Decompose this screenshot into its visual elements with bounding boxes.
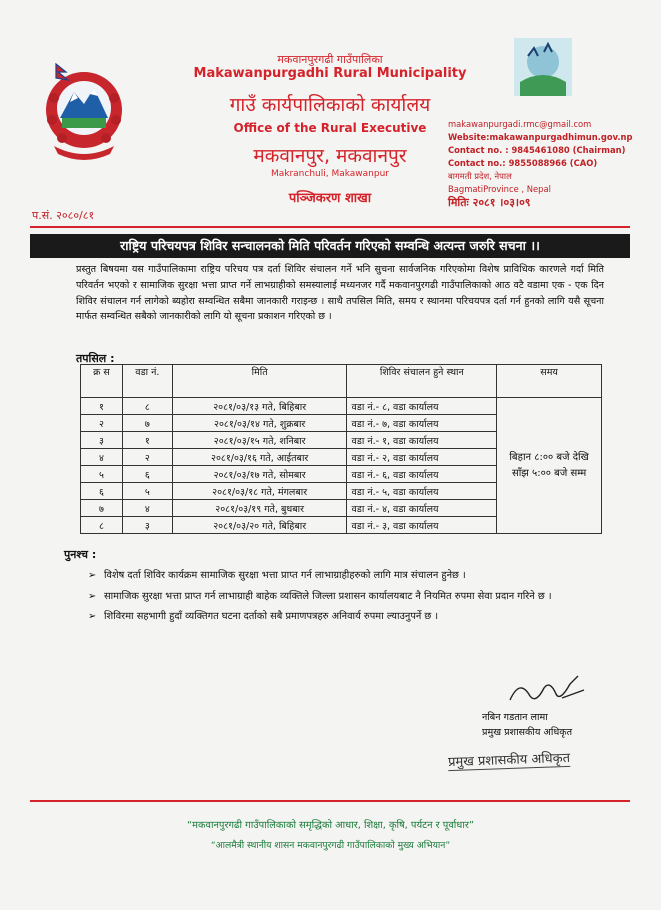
- postscript-notes: [88, 568, 598, 630]
- note-text: विशेष दर्ता शिविर कार्यक्रम सामाजिक सुरक्षा भत्ता प्राप्त गर्न लाभाग्राहीहरुको लागि मात्र संचालन हुनेछ ।: [104, 570, 466, 581]
- footer-slogan: “मकवानपुरगढी गाउँपालिकाको समृद्धिको आधार, शिक्षा, कृषि, पर्यटन र पूर्वाधार”: [187, 820, 474, 831]
- table-row: [81, 398, 602, 415]
- cell-location: वडा नं.- ३, वडा कार्यालय: [347, 517, 497, 534]
- signer-block: [482, 710, 572, 740]
- cell-date: २०८१/०३/१५ गते, शनिबार: [172, 432, 347, 449]
- arrow-bullet-icon: ➢: [88, 611, 97, 622]
- cell-ward: ८: [122, 398, 172, 415]
- note-text: सामाजिक सुरक्षा भत्ता प्राप्त गर्न लाभाग्राही बाहेक व्यक्तिले जिल्ला प्रशासन कार्यालयबाट नै नियमित रुपमा सेवा प्रदान गरिने छ ।: [104, 590, 552, 602]
- contact-chairman: Contact no. : 9845461080 (Chairman): [448, 145, 626, 155]
- signature-icon: [500, 670, 590, 710]
- contact-email: makawanpurgadi.rmc@gmail.com: [448, 119, 592, 129]
- cell-location: वडा नं.- ८, वडा कार्यालय: [347, 398, 497, 415]
- cell-date: २०८१/०३/१७ गते, सोमबार: [172, 466, 347, 483]
- header-divider: [30, 226, 630, 228]
- footer-campaign: “आलमैत्री स्थानीय शासन मकवानपुरगढी गाउँपालिकाको मुख्य अभियान”: [210, 840, 451, 851]
- schedule-label: तपसिल :: [76, 352, 115, 365]
- cell-date: २०८१/०३/१८ गते, मंगलबार: [172, 483, 347, 500]
- notice-title-banner: राष्ट्रिय परिचयपत्र शिविर सन्चालनको मिति परिवर्तन गरिएको सम्वन्धि अत्यन्त जरुरि सचना ।।: [30, 234, 630, 258]
- cell-date: २०८१/०३/१६ गते, आईतबार: [172, 449, 347, 466]
- cell-serial: २: [81, 415, 123, 432]
- contact-website: Website:makawanpurgadhimun.gov.np: [448, 132, 633, 142]
- arrow-bullet-icon: ➢: [88, 570, 97, 581]
- letter-date: मितिः २०८१ ।०३।०९: [448, 196, 531, 209]
- cell-location: वडा नं.- ७, वडा कार्यालय: [347, 415, 497, 432]
- cell-ward: ३: [122, 517, 172, 534]
- header-location: शिविर संचालन हुने स्थान: [347, 365, 497, 398]
- cell-serial: ४: [81, 449, 123, 466]
- municipality-logo: [514, 38, 572, 96]
- section-name: पञ्जिकरण शाखा: [288, 191, 372, 206]
- cell-date: २०८१/०३/१९ गते, बुधबार: [172, 500, 347, 517]
- cell-location: वडा नं.- ६, वडा कार्यालय: [347, 466, 497, 483]
- signer-name: नबिन गडतान लामा: [482, 712, 548, 723]
- nepal-emblem-logo: [40, 58, 128, 166]
- cell-ward: ७: [122, 415, 172, 432]
- list-item: [88, 589, 598, 605]
- notice-paragraph: प्रस्तुत बिषयमा यस गाउँपालिकामा राष्ट्रिय परिचय पत्र दर्ता शिविर संचालन गर्ने भनि सुचना सार्वजनिक गरिएकोमा विशेष प्राविधिक कारणले गर्दा मिति परिवर्तन भएको र सामाजिक सुरक्षा भत्ता प्राप्त गर्ने लाभग्राहीको समस्यालाई मध्यनजर गर्दै मकवानपुरगढी गाउँपालिकाको आठ वटै वडामा एक - एक दिन शिविर संचालन गर्न लागेको ब्यहोरा सम्वन्धित सबैमा जानकारी गराइन्छ । साथै तपसिल मिति, समय र स्थानमा परिचयपत्र दर्ता गर्न हुनको लागि यसै सूचना मार्फत सम्वन्धित सबैको जानकारीको लागि यो सूचना प्रकाशन गरिएको छ ।: [76, 264, 604, 323]
- table-header-row: [81, 365, 602, 398]
- office-name-np: गाउँ कार्यपालिकाको कार्यालय: [229, 94, 431, 116]
- cell-date: २०८१/०३/२० गते, बिहिबार: [172, 517, 347, 534]
- cell-serial: ८: [81, 517, 123, 534]
- list-item: [88, 568, 598, 584]
- list-item: [88, 609, 598, 625]
- cell-time: बिहान ८:०० बजे देखि साँझ ५:०० बजे सम्म: [497, 398, 602, 534]
- header-serial: क्र स: [81, 365, 123, 398]
- header-date: मिति: [172, 365, 347, 398]
- signer-title: प्रमुख प्रशासकीय अधिकृत: [482, 727, 573, 738]
- province-np: बागमती प्रदेश, नेपाल: [448, 171, 512, 181]
- cell-serial: ७: [81, 500, 123, 517]
- cell-location: वडा नं.- १, वडा कार्यालय: [347, 432, 497, 449]
- office-name-en: Office of the Rural Executive: [233, 121, 427, 135]
- cell-location: वडा नं.- ४, वडा कार्यालय: [347, 500, 497, 517]
- postscript-label: पुनश्च :: [64, 548, 97, 561]
- contact-cao: Contact no.: 9855088966 (CAO): [448, 158, 598, 168]
- cell-serial: ५: [81, 466, 123, 483]
- cell-serial: ६: [81, 483, 123, 500]
- cell-serial: १: [81, 398, 123, 415]
- header-ward: वडा नं.: [122, 365, 172, 398]
- cell-ward: ६: [122, 466, 172, 483]
- municipality-name-en: Makawanpurgadhi Rural Municipality: [193, 66, 467, 81]
- cell-ward: ४: [122, 500, 172, 517]
- cell-ward: १: [122, 432, 172, 449]
- footer-divider: [30, 800, 630, 802]
- cell-ward: २: [122, 449, 172, 466]
- official-stamp: प्रमुख प्रशासकीय अधिकृत: [448, 748, 571, 771]
- place-en: Makranchuli, Makawanpur: [270, 169, 390, 179]
- header-time: समय: [497, 365, 602, 398]
- municipality-name-np: मकवानपुरगढी गाउँपालिका: [277, 53, 383, 66]
- province-en: BagmatiProvince , Nepal: [448, 184, 551, 194]
- reference-number: प.सं. २०८०/८१: [32, 209, 95, 222]
- cell-serial: ३: [81, 432, 123, 449]
- arrow-bullet-icon: ➢: [88, 590, 97, 602]
- schedule-table: [80, 364, 602, 534]
- place-np: मकवानपुर, मकवानपुर: [253, 145, 407, 167]
- cell-location: वडा नं.- ५, वडा कार्यालय: [347, 483, 497, 500]
- note-text: शिविरमा सहभागी हुदाँ व्यक्तिगत घटना दर्ताको सबै प्रमाणपत्रहरु अनिवार्य रुपमा ल्याउनुपर्ने छ ।: [104, 611, 439, 622]
- cell-date: २०८१/०३/१३ गते, बिहिबार: [172, 398, 347, 415]
- cell-ward: ५: [122, 483, 172, 500]
- cell-date: २०८१/०३/१४ गते, शुक्रबार: [172, 415, 347, 432]
- contact-block: [448, 118, 633, 209]
- cell-location: वडा नं.- २, वडा कार्यालय: [347, 449, 497, 466]
